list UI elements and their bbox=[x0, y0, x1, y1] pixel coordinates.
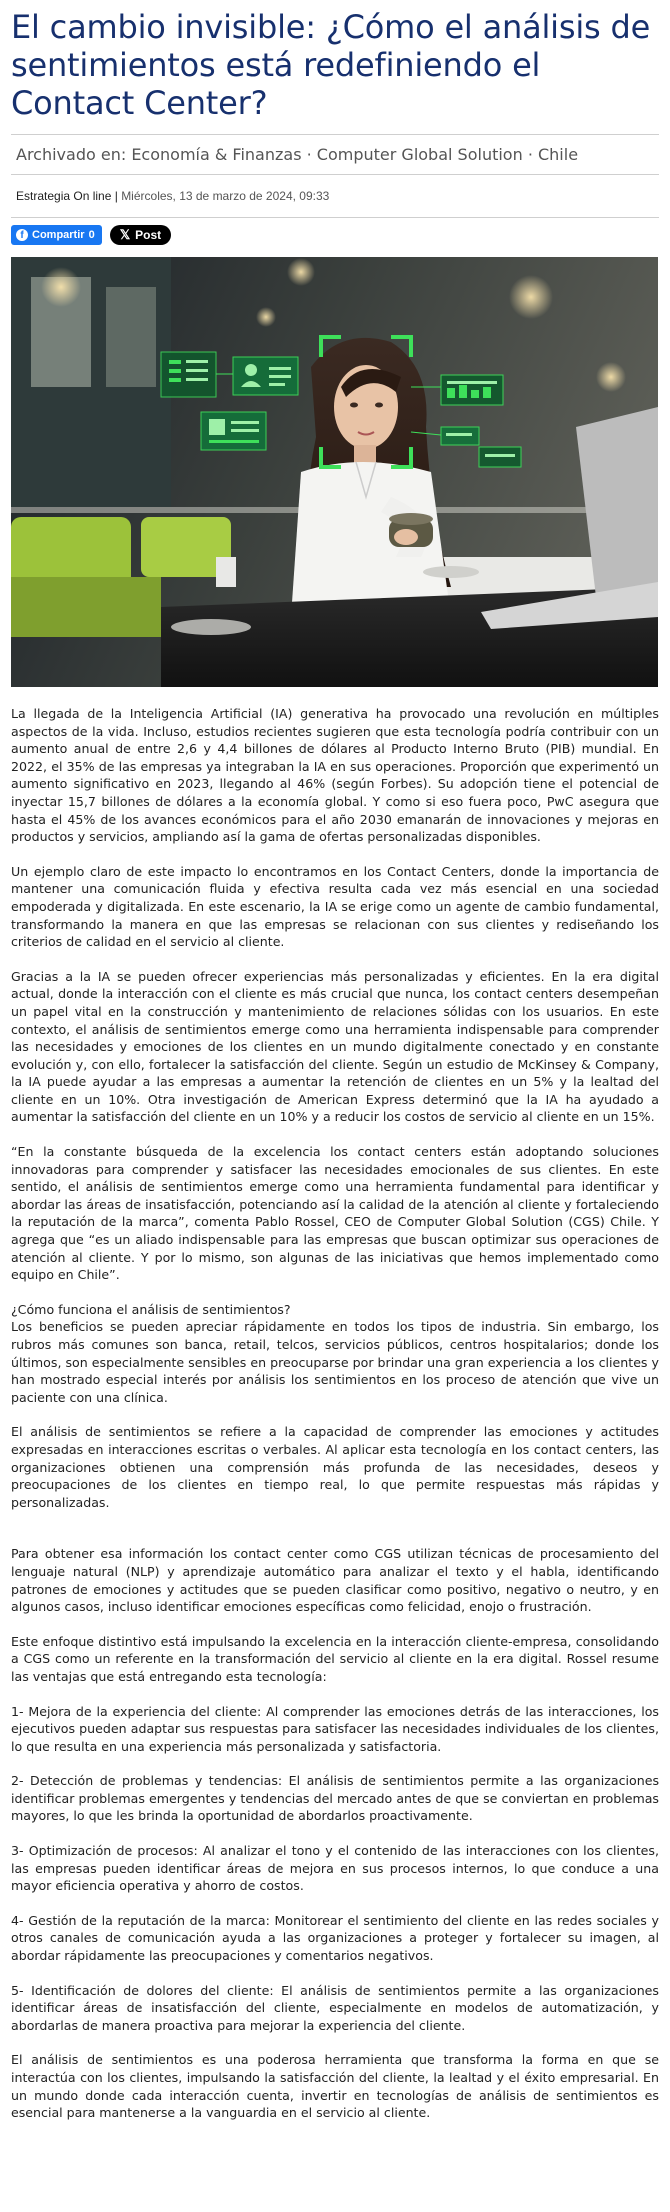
share-bar bbox=[11, 224, 659, 246]
paragraph: Para obtener esa información los contact center como CGS utilizan técnicas de procesamiento del lenguaje natural (NLP) y aprendizaje automático para analizar el texto y el habla, identificando patrones de emociones y actitudes que se pueden clasificar como positivo, negativo o neutro, y en algunos casos, incluso identificar emociones específicas como felicidad, enojo o frustración. bbox=[11, 1546, 659, 1615]
source-name[interactable]: Estrategia On line bbox=[16, 189, 112, 203]
section-subheading: ¿Cómo funciona el análisis de sentimientos? bbox=[11, 1301, 291, 1317]
list-item: 2- Detección de problemas y tendencias: El análisis de sentimientos permite a las organizaciones identificar problemas emergentes y tendencias del mercado antes de que se conviertan en problemas mayores, lo que les brinda la oportunidad de abordarlos proactivamente. bbox=[11, 1773, 659, 1824]
byline bbox=[11, 175, 659, 218]
list-item: 5- Identificación de dolores del cliente: El análisis de sentimientos permite a las organizaciones identificar áreas de insatisfacción del cliente, especialmente en modelos de automatización, y abordarlas de manera proactiva para mejorar la experiencia del cliente. bbox=[11, 1982, 659, 2033]
facebook-share-button[interactable] bbox=[11, 225, 102, 245]
facebook-share-count: 0 bbox=[88, 229, 95, 241]
paragraph: Un ejemplo claro de este impacto lo encontramos en los Contact Centers, donde la importancia de mantener una comunicación fluida y efectiva resulta cada vez más esencial en una sociedad empoderada y digitalizada. En este escenario, la IA se erige como un agente de cambio fundamental, transformando la manera en que las empresas se relacionan con sus clientes y rediseñando los criterios de calidad en el servicio al cliente. bbox=[11, 863, 659, 950]
facebook-share-label: Compartir bbox=[32, 229, 85, 241]
byline-separator: | bbox=[111, 189, 122, 203]
x-post-button[interactable] bbox=[110, 225, 172, 245]
list-item: 3- Optimización de procesos: Al analizar el tono y el contenido de las interacciones con los clientes, las empresas pueden identificar áreas de mejora en sus procesos internos, lo que conduce a una mayor eficiencia operativa y ahorro de costos. bbox=[11, 1843, 659, 1894]
chart-card-icon bbox=[441, 375, 503, 405]
facebook-icon: f bbox=[16, 229, 28, 241]
profile-card-icon bbox=[233, 357, 298, 395]
paragraph: La llegada de la Inteligencia Artificial (IA) generativa ha provocado una revolución en múltiples aspectos de la vida. Incluso, estudios recientes sugieren que esta tecnología podría contribuir con un aumento anual de entre 2,6 y 4,4 billones de dólares al Producto Interno Bruto (PIB) mundial. En 2022, el 35% de las empresas ya integraban la IA en sus operaciones. Proporción que experimentó un aumento significativo en 2023, llegando al 46% (según Forbes). Su adopción tiene el potencial de inyectar 15,7 billones de dólares a la economía global. Y como si eso fuera poco, PwC asegura que hasta el 45% de los avances económicos para el año 2030 emanarán de innovaciones y mejoras en productos y servicios, ampliando así la gama de ofertas personalizadas disponibles. bbox=[11, 706, 659, 845]
article-body bbox=[11, 705, 659, 2122]
paragraph: Gracias a la IA se pueden ofrecer experiencias más personalizadas y eficientes. En la era digital actual, donde la interacción con el cliente es más crucial que nunca, los contact centers desempeñan un papel vital en la construcción y mantenimiento de relaciones sólidas con los usuarios. En este contexto, el análisis de sentimientos emerge como una herramienta indispensable para comprender las necesidades y emociones de los clientes en un mundo digitalmente conectado y en constante evolución y, con ello, fortalecer la satisfacción del cliente. Según un estudio de McKinsey & Company, la IA puede ayudar a las empresas a aumentar la retención de clientes en un 5% y la lealtad del cliente en un 10%. Otra investigación de American Express determinó que la IA ha ayudado a aumentar la satisfacción del cliente en un 10% y a reducir los costos de servicio al cliente en un 15%. bbox=[11, 968, 659, 1125]
x-logo-icon: 𝕏 bbox=[119, 227, 131, 242]
paragraph: El análisis de sentimientos se refiere a la capacidad de comprender las emociones y actitudes expresadas en interacciones escritas o verbales. Al aplicar esta tecnología en los contact centers, las organizaciones obtienen una comprensión más profunda de las necesidades, deseos y preocupaciones de los clientes en tiempo real, lo que permite respuestas más rápidas y personalizadas. bbox=[11, 1424, 659, 1510]
publish-date: Miércoles, 13 de marzo de 2024, 09:33 bbox=[121, 189, 330, 203]
paragraph: El análisis de sentimientos es una poderosa herramienta que transforma la forma en que se interactúa con los clientes, impulsando la satisfacción del cliente, la lealtad y el éxito empresarial. En un mundo donde cada interacción cuenta, invertir en tecnologías de análisis de sentimientos es esencial para mantenerse a la vanguardia en el servicio al cliente. bbox=[11, 2052, 659, 2121]
article-title: El cambio invisible: ¿Cómo el análisis de sentimientos está redefiniendo el Contact Center? bbox=[11, 8, 651, 122]
paragraph: “En la constante búsqueda de la excelencia los contact centers están adoptando soluciones innovadoras para comprender y satisfacer las necesidades emocionales de sus clientes. En este sentido, el análisis de sentimientos emerge como una herramienta fundamental para identificar y abordar las áreas de insatisfacción, potenciando así la calidad de la atención al cliente y fortaleciendo la reputación de la marca”, comenta Pablo Rossel, CEO de Computer Global Solution (CGS) Chile. Y agrega que “es un aliado indispensable para las empresas que buscan optimizar sus operaciones de atención al cliente. Y por lo mismo, son algunas de las iniciativas que hemos implementado como equipo en Chile”. bbox=[11, 1144, 659, 1283]
paragraph: Este enfoque distintivo está impulsando la excelencia en la interacción cliente-empresa, consolidando a CGS como un referente en la transformación del servicio al cliente en la era digital. Rossel resume las ventajas que está entregando esta tecnología: bbox=[11, 1633, 659, 1684]
paragraph: Los beneficios se pueden apreciar rápidamente en todos los tipos de industria. Sin embargo, los rubros más comunes son banca, retail, telcos, servicios públicos, centros hospitalarios; donde los últimos, son especialmente sensibles en preocuparse por brindar una gran experiencia a los clientes y han mostrado especial interés por análisis los sentimientos en los proceso de atención que vive un paciente con una clínica. bbox=[11, 1319, 659, 1405]
list-item: 1- Mejora de la experiencia del cliente: Al comprender las emociones detrás de las interacciones, los ejecutivos pueden adaptar sus respuestas para satisfacer las necesidades individuales de los clientes, lo que resulta en una experiencia más personalizada y satisfactoria. bbox=[11, 1703, 659, 1754]
archived-in: Archivado en: Economía & Finanzas · Computer Global Solution · Chile bbox=[11, 134, 659, 175]
document-card-icon bbox=[161, 352, 216, 397]
hero-image bbox=[11, 257, 658, 687]
list-item: 4- Gestión de la reputación de la marca: Monitorear el sentimiento del cliente en las redes sociales y otros canales de comunicación ayuda a las organizaciones a proteger y fortalecer su imagen, al abordar rápidamente las preocupaciones y comentarios negativos. bbox=[11, 1912, 659, 1964]
id-card-icon bbox=[201, 412, 266, 450]
x-post-label: Post bbox=[135, 228, 162, 242]
